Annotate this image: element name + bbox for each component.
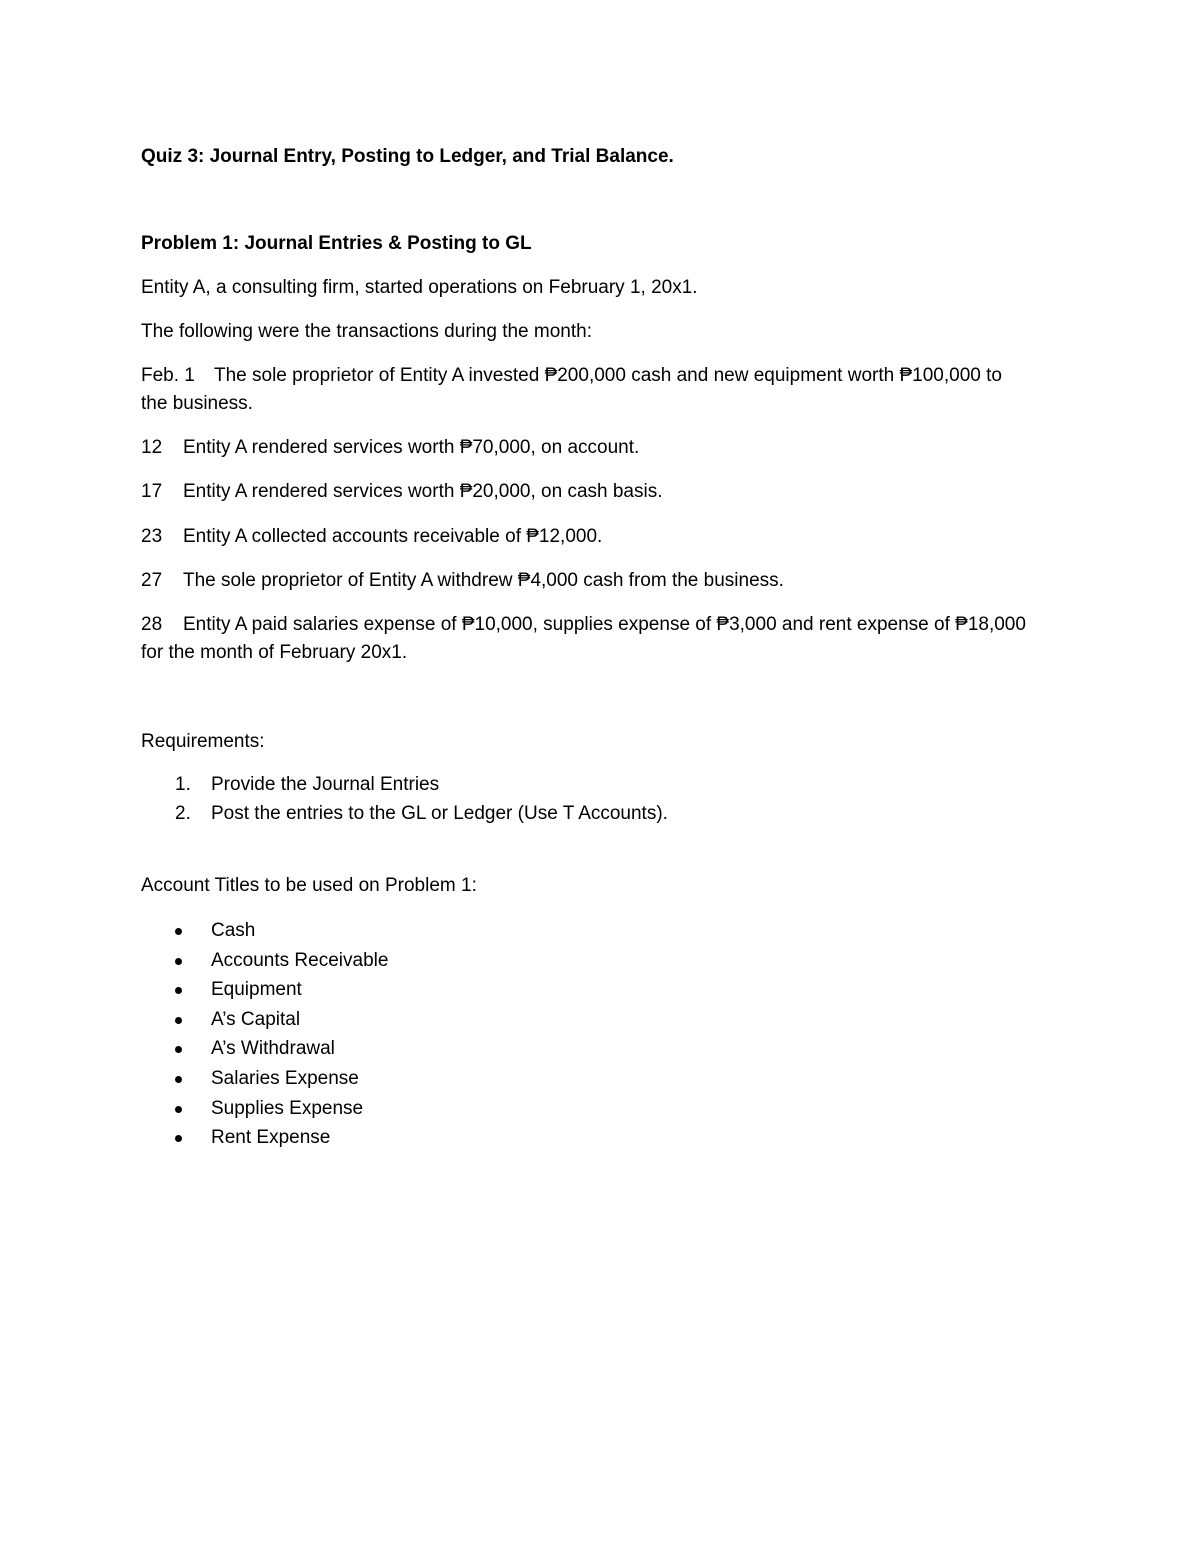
transaction-text: Entity A rendered services worth ₱70,000, on account.	[183, 437, 640, 458]
transaction-item	[141, 523, 1061, 551]
bullet-icon	[175, 1106, 182, 1113]
account-title: Salaries Expense	[211, 1068, 359, 1089]
account-item	[141, 1095, 1061, 1123]
transactions-lead-in: The following were the transactions during the month:	[141, 321, 592, 342]
requirement-text: Provide the Journal Entries	[211, 774, 440, 795]
requirement-item	[141, 771, 1061, 799]
requirements-heading: Requirements:	[141, 731, 265, 752]
requirement-number: 2.	[175, 803, 191, 824]
transaction-text: The sole proprietor of Entity A invested ₱200,000 cash and new equipment worth ₱100,000 to	[214, 365, 1002, 386]
transaction-item	[141, 362, 1061, 390]
transaction-text: Entity A paid salaries expense of ₱10,000, supplies expense of ₱3,000 and rent expense of ₱18,000	[183, 614, 1026, 635]
transaction-date: 12	[141, 437, 163, 458]
bullet-icon	[175, 1017, 182, 1024]
transaction-date: 17	[141, 481, 163, 502]
account-item	[141, 917, 1061, 945]
quiz-title: Quiz 3: Journal Entry, Posting to Ledger, and Trial Balance.	[141, 146, 674, 167]
transaction-item	[141, 478, 1061, 506]
account-item	[141, 976, 1061, 1004]
bullet-icon	[175, 928, 182, 935]
account-item	[141, 1006, 1061, 1034]
transaction-text: Entity A collected accounts receivable of ₱12,000.	[183, 526, 603, 547]
requirement-item	[141, 800, 1061, 828]
transaction-text-continued: the business.	[141, 393, 253, 414]
account-title: Rent Expense	[211, 1127, 331, 1148]
transaction-date: 27	[141, 570, 163, 591]
account-item	[141, 1035, 1061, 1063]
account-title: Supplies Expense	[211, 1098, 364, 1119]
requirement-number: 1.	[175, 774, 191, 795]
account-title: Equipment	[211, 979, 302, 1000]
bullet-icon	[175, 958, 182, 965]
account-item	[141, 1065, 1061, 1093]
transaction-date: 23	[141, 526, 163, 547]
requirement-text: Post the entries to the GL or Ledger (Use T Accounts).	[211, 803, 668, 824]
transaction-item	[141, 567, 1061, 595]
transaction-item	[141, 611, 1061, 639]
account-title: Cash	[211, 920, 256, 941]
accounts-heading: Account Titles to be used on Problem 1:	[141, 875, 477, 896]
bullet-icon	[175, 987, 182, 994]
transaction-item	[141, 434, 1061, 462]
account-item	[141, 947, 1061, 975]
bullet-icon	[175, 1046, 182, 1053]
account-title: A’s Withdrawal	[211, 1038, 335, 1059]
account-title: A’s Capital	[211, 1009, 301, 1030]
transaction-text: The sole proprietor of Entity A withdrew ₱4,000 cash from the business.	[183, 570, 784, 591]
account-item	[141, 1124, 1061, 1152]
account-title: Accounts Receivable	[211, 950, 389, 971]
problem-heading: Problem 1: Journal Entries & Posting to GL	[141, 233, 532, 254]
intro-paragraph: Entity A, a consulting firm, started operations on February 1, 20x1.	[141, 277, 698, 298]
transaction-date: Feb. 1	[141, 365, 195, 386]
transaction-text: Entity A rendered services worth ₱20,000, on cash basis.	[183, 481, 663, 502]
transaction-text-continued: for the month of February 20x1.	[141, 642, 408, 663]
bullet-icon	[175, 1076, 182, 1083]
bullet-icon	[175, 1135, 182, 1142]
transaction-date: 28	[141, 614, 163, 635]
